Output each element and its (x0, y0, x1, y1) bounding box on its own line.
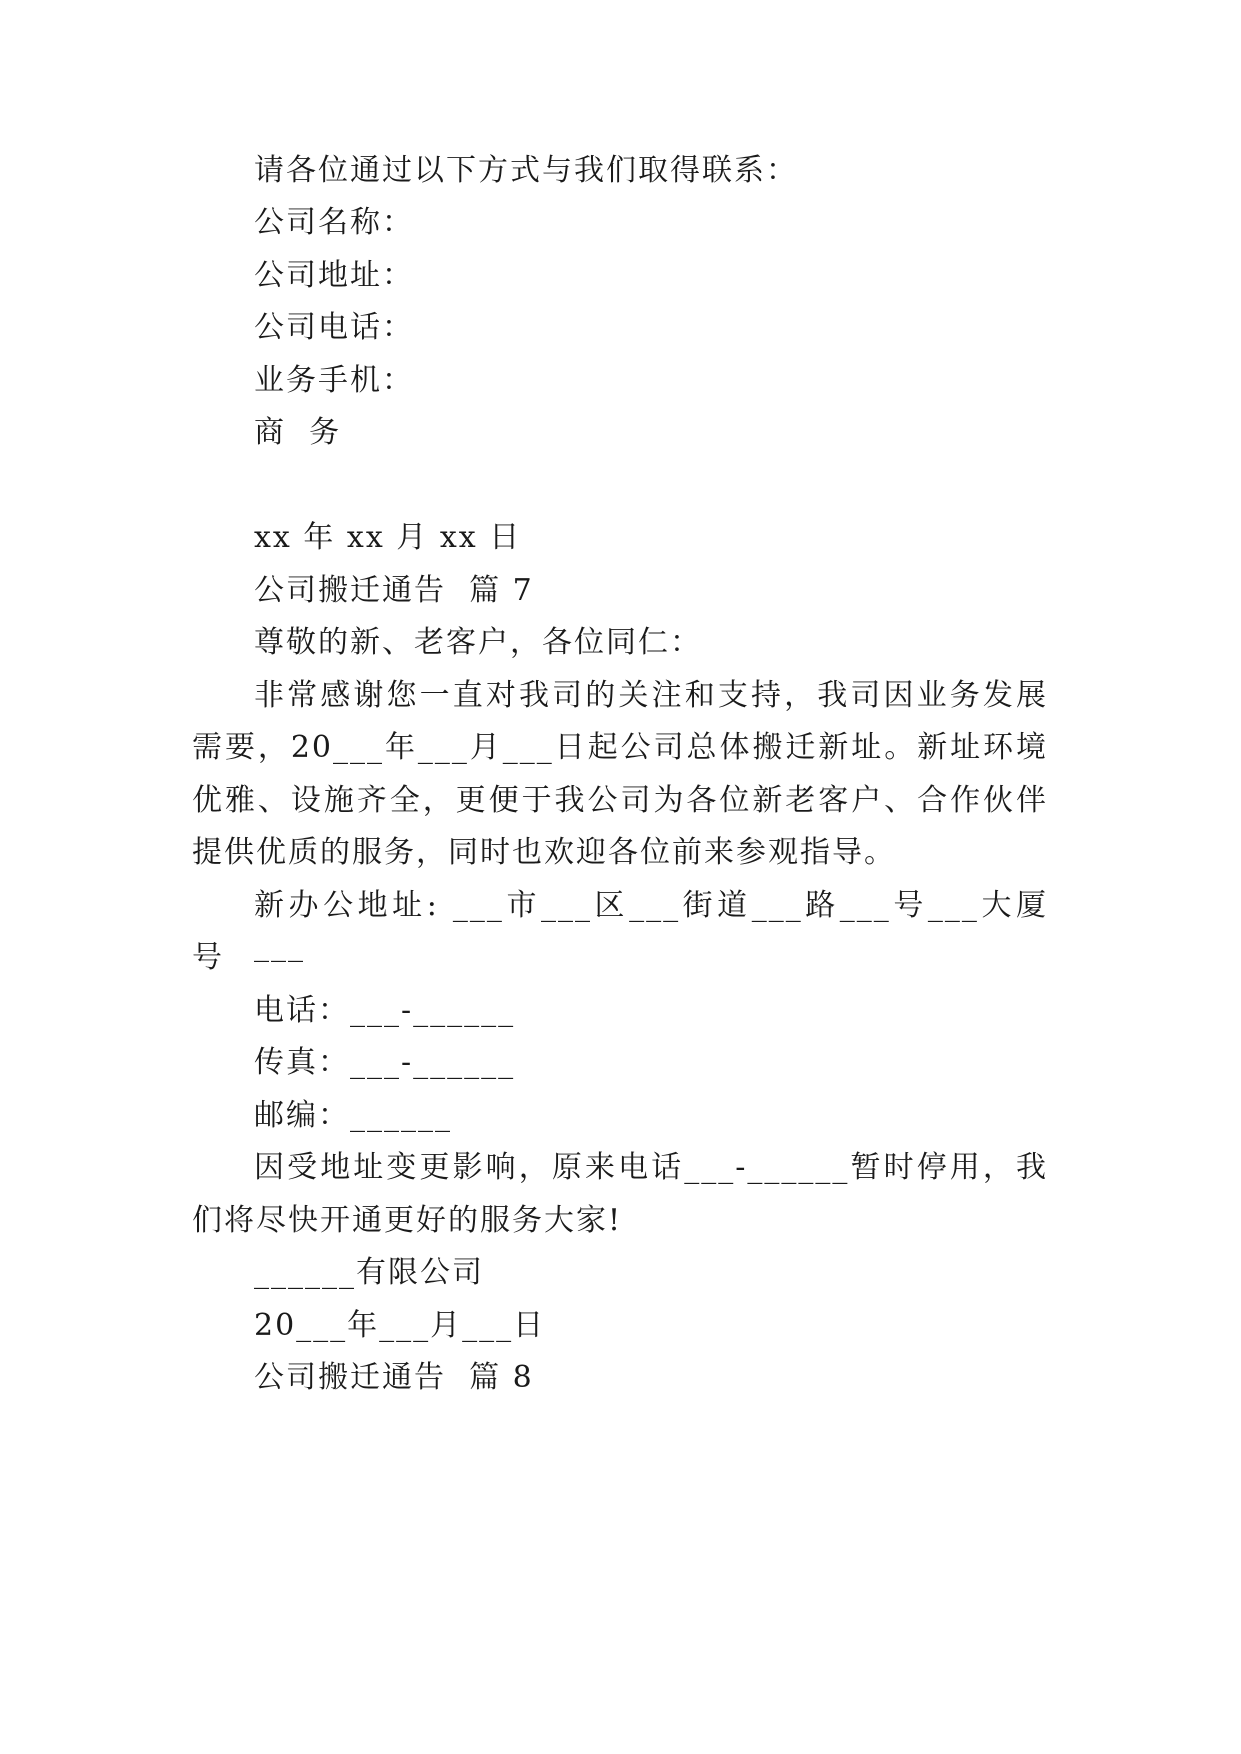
business-mobile-label: 业务手机： (254, 363, 414, 398)
notice-7-greeting: 尊敬的新、老客户，各位同仁： (254, 625, 702, 660)
contact-date: xx 年 xx 月 xx 日 (254, 520, 522, 555)
signature-date: 20___年___月___日 (254, 1308, 546, 1343)
notice-7-title: 公司搬迁通告 篇 7 (254, 573, 534, 608)
company-phone-label: 公司电话： (254, 310, 414, 345)
notice-7-body-line-1: 非常感谢您一直对我司的关注和支持，我司因业务发展 (254, 678, 1048, 713)
business-contact-label: 商 务 (254, 415, 342, 450)
contact-intro: 请各位通过以下方式与我们取得联系： (254, 153, 798, 188)
notice-8-title: 公司搬迁通告 篇 8 (254, 1360, 534, 1395)
fax-line: 传真：___-______ (254, 1045, 516, 1080)
phone-line: 电话：___-______ (254, 993, 516, 1028)
phone-change-line-2: 们将尽快开通更好的服务大家! (192, 1203, 623, 1238)
new-address-line-1: 新办公地址: ___市___区___街道___路___号___大厦___ (254, 888, 1048, 963)
new-address-line-2: 号 (192, 940, 224, 975)
company-address-label: 公司地址： (254, 258, 414, 293)
notice-7-body-line-3: 优雅、设施齐全，更便于我公司为各位新老客户、合作伙伴 (192, 783, 1048, 818)
company-name-label: 公司名称： (254, 205, 414, 240)
notice-7-body-line-2: 需要，20___年___月___日起公司总体搬迁新址。新址环境 (192, 730, 1048, 765)
notice-7-body-line-4: 提供优质的服务，同时也欢迎各位前来参观指导。 (192, 835, 896, 870)
company-signature: ______有限公司 (254, 1255, 484, 1290)
phone-change-line-1: 因受地址变更影响，原来电话___-______暂时停用，我 (254, 1150, 1048, 1185)
postcode-line: 邮编：______ (254, 1098, 452, 1133)
